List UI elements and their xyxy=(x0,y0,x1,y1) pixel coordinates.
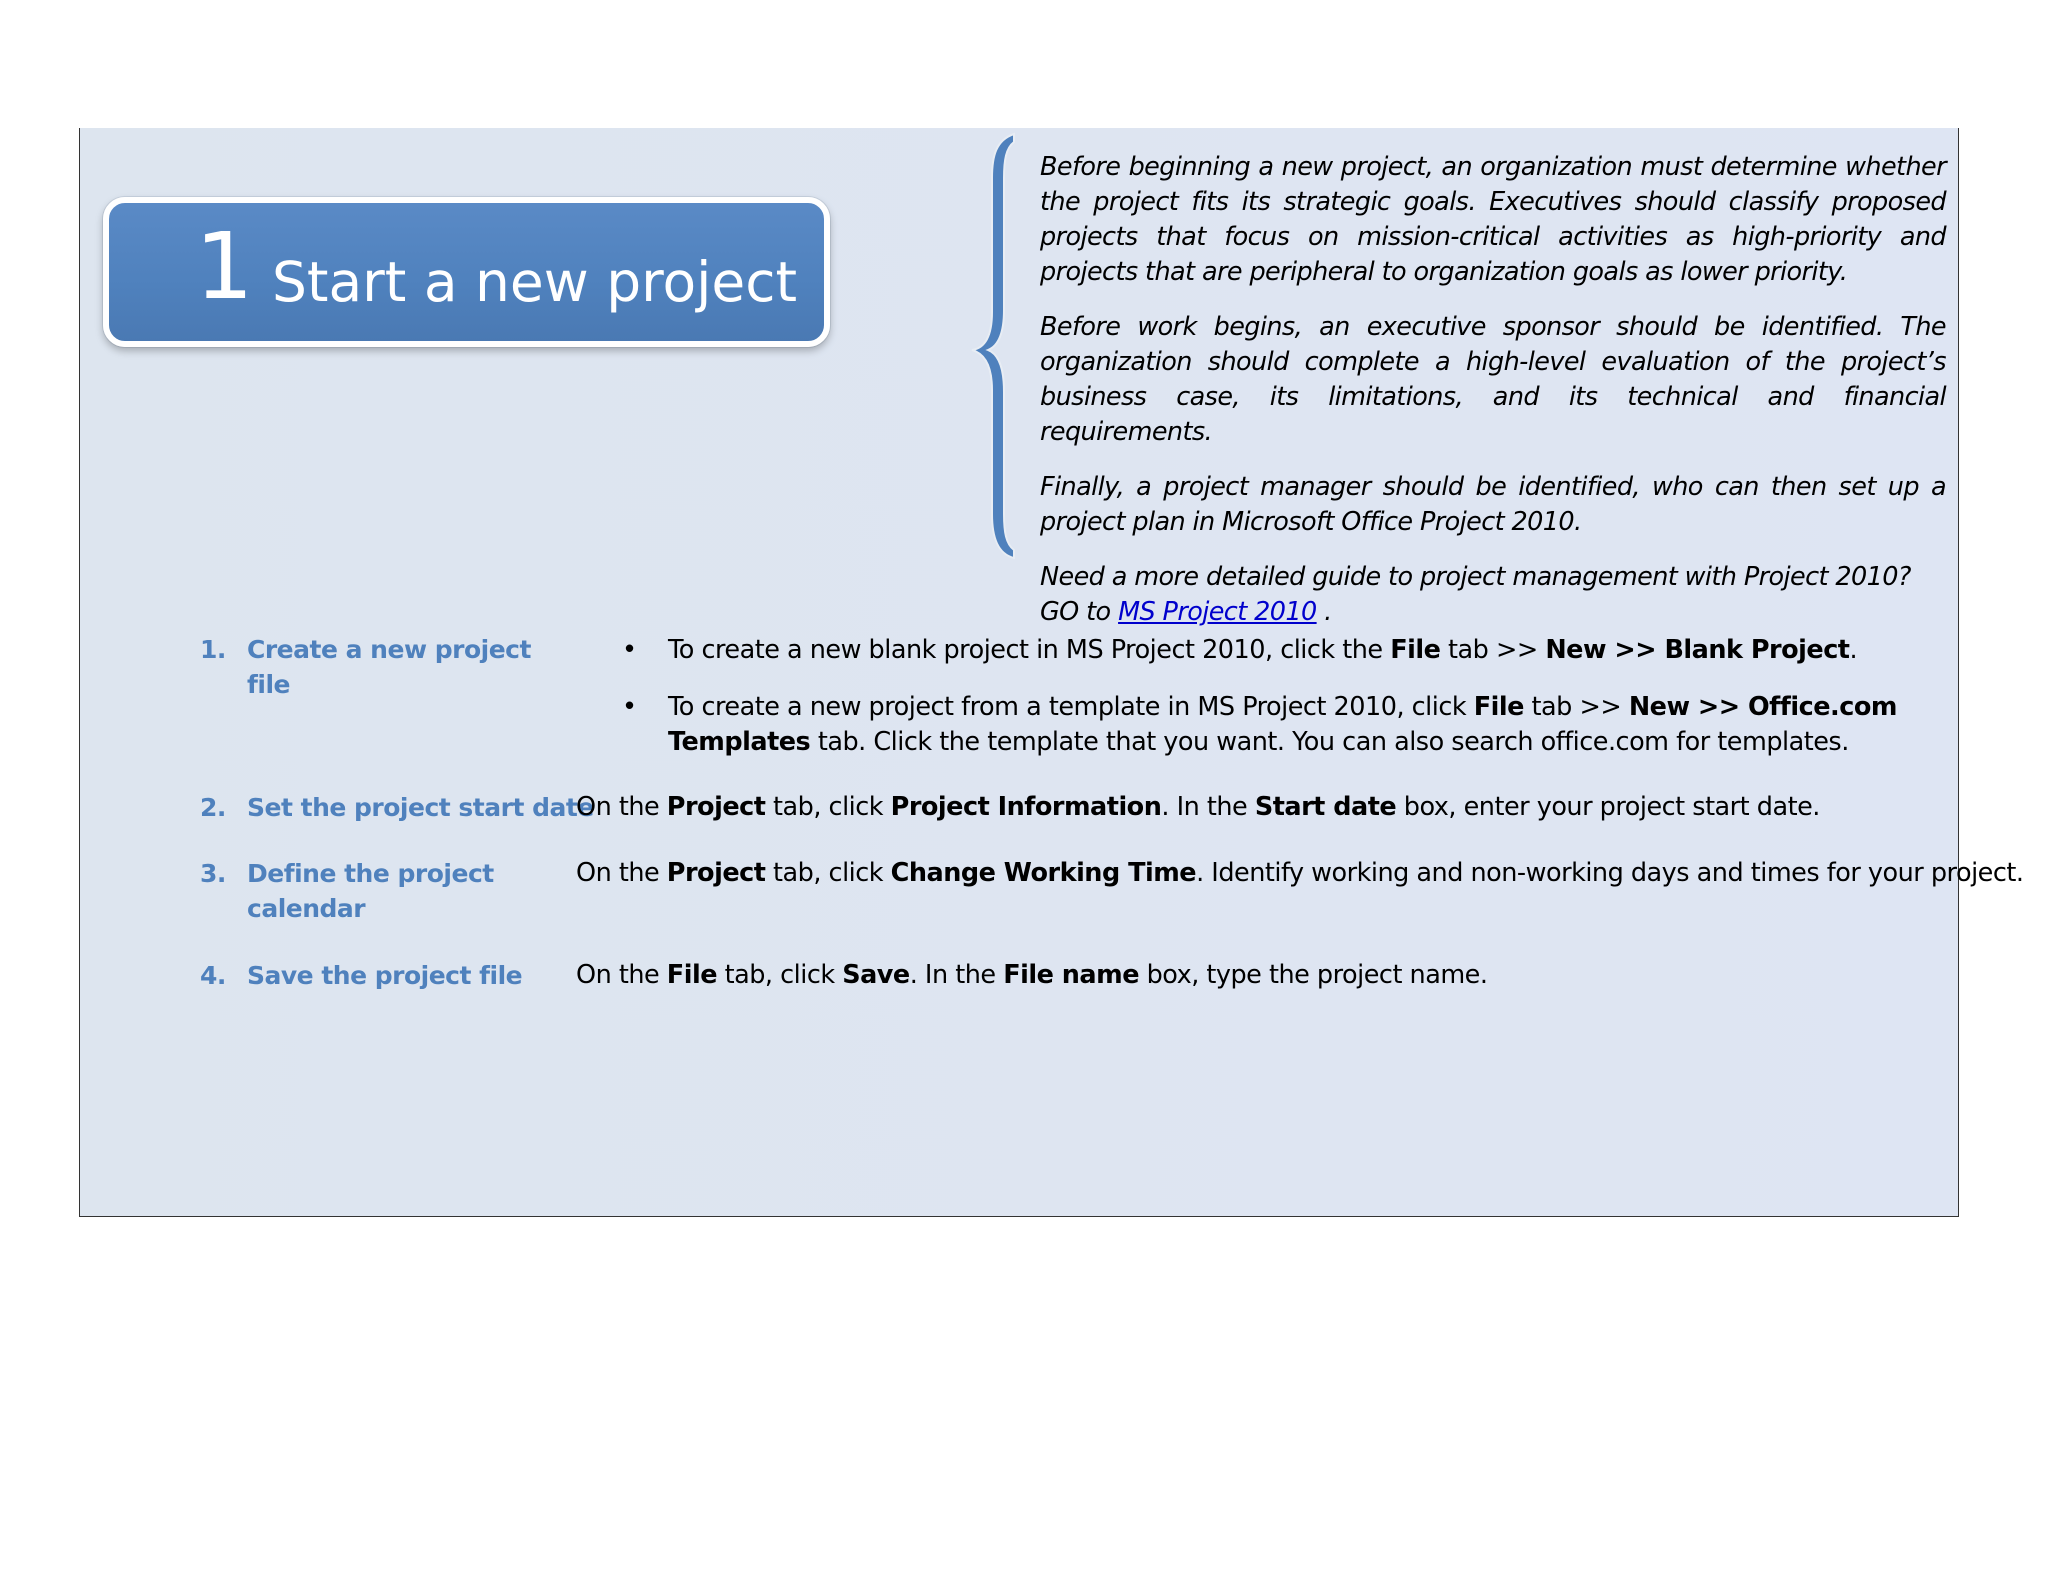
guide-end: . xyxy=(1324,597,1332,627)
step-number: 1. xyxy=(200,635,226,664)
intro-paragraph: Before beginning a new project, an organization must determine whether the project fits its strategic goals. Executives should classify proposed projects that focus on mission-critical activities as high-priority and projects that are peripheral to organization goals as lower priority. xyxy=(1040,152,1946,287)
curly-brace-icon xyxy=(968,130,1024,562)
intro-text xyxy=(1040,150,1946,650)
section-number: 1 xyxy=(195,213,254,320)
step-2-description: On the Project tab, click Project Information. In the Start date box, enter your project start date. xyxy=(576,792,1820,822)
step-title: Set the project start date xyxy=(247,793,594,822)
bullet-icon: • xyxy=(622,692,637,722)
intro-paragraph: Finally, a project manager should be identified, who can then set up a project plan in Microsoft Office Project 2010. xyxy=(1040,472,1946,537)
intro-paragraph-guide xyxy=(1040,560,1946,630)
step-3-description: On the Project tab, click Change Working Time. Identify working and non-working days and times for your project. xyxy=(576,858,2024,888)
intro-paragraph: Before work begins, an executive sponsor should be identified. The organization should complete a high-level evaluation of the project’s business case, its limitations, and its technical and financial requirements. xyxy=(1040,312,1946,447)
ms-project-link[interactable]: MS Project 2010 xyxy=(1118,597,1317,627)
step-title: Save the project file xyxy=(247,961,523,990)
section-title-box xyxy=(103,197,830,347)
step-title: Define the project calendar xyxy=(247,859,494,923)
step-number: 4. xyxy=(200,961,226,990)
step-title: Create a new project file xyxy=(247,635,531,699)
bullet-icon: • xyxy=(622,635,637,665)
step-4-description: On the File tab, click Save. In the File name box, type the project name. xyxy=(576,960,1488,990)
section-title: Start a new project xyxy=(272,250,798,314)
step-number: 2. xyxy=(200,793,226,822)
step-number: 3. xyxy=(200,859,226,888)
guide-text: Need a more detailed guide to project management with Project 2010? GO to xyxy=(1040,562,1911,627)
